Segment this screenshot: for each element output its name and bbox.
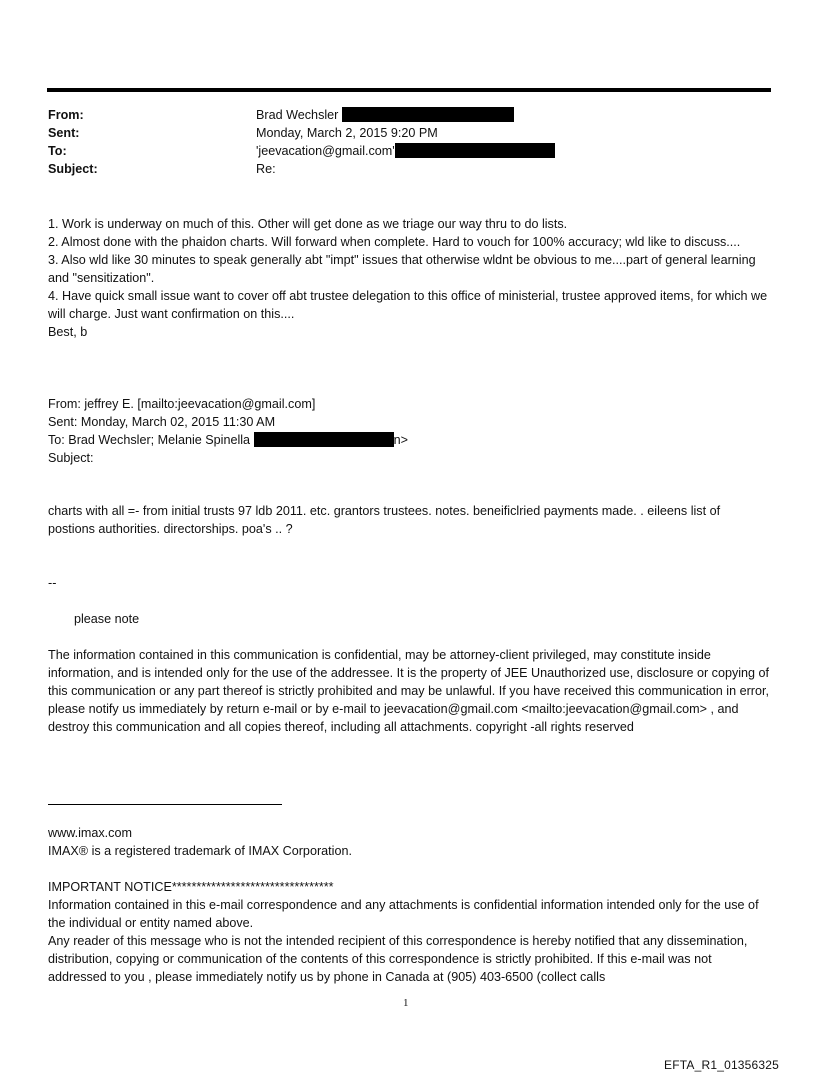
sent-row — [48, 124, 768, 142]
website-link[interactable]: www.imax.com — [48, 826, 132, 840]
reply-line: 3. Also wld like 30 minutes to speak generally abt "impt" issues that otherwise wldnt be obvious to me....part of general learning and "sensitization". — [48, 253, 756, 285]
fwd-to-suffix: n> — [393, 433, 408, 447]
sent-label: Sent: — [48, 126, 80, 140]
notice-paragraph: Any reader of this message who is not the intended recipient of this correspondence is hereby notified that any dissemination, distribution, copying or communication of the contents of this correspondence is strictly prohibited. If this e-mail was not addressed to you , please immediately notify us by phone in Canada at (905) 403-6500 (collect calls — [48, 934, 748, 984]
page-number: 1 — [403, 997, 409, 1009]
redaction-box — [254, 432, 394, 447]
to-label: To: — [48, 144, 67, 158]
signature-dashes: -- — [48, 576, 57, 590]
from-row — [48, 106, 768, 124]
fwd-sent: Sent: Monday, March 02, 2015 11:30 AM — [48, 415, 276, 429]
fwd-to-prefix: To: Brad Wechsler; Melanie Spinella — [48, 433, 251, 447]
sent-value: Monday, March 2, 2015 9:20 PM — [256, 126, 438, 140]
from-name: Brad Wechsler — [256, 108, 339, 122]
subject-label: Subject: — [48, 162, 98, 176]
to-value — [256, 142, 768, 160]
fwd-to — [48, 431, 770, 449]
to-address: 'jeevacation@gmail.com' — [256, 144, 395, 158]
redaction-box — [395, 143, 555, 158]
notice-title: IMPORTANT NOTICE********************************* — [48, 880, 334, 894]
subject-value: Re: — [256, 162, 276, 176]
imax-footer — [48, 824, 770, 860]
fwd-from: From: jeffrey E. [mailto:jeevacation@gmail.com] — [48, 397, 316, 411]
disclaimer-text: The information contained in this communication is confidential, may be attorney-client privileged, may constitute inside information, and is intended only for the use of the addressee. It is the property of JEE Unauthorized use, disclosure or copying of this communication or any part thereof is strictly prohibited and may be unlawful. If you have received this communication in error, please notify us immediately by return e-mail or by e-mail to jeevacation@gmail.com <mailto:jeevacation@gmail.com> , and destroy this communication and all copies thereof, including all attachments. copyright -all rights reserved — [48, 648, 770, 734]
fwd-body-text: charts with all =- from initial trusts 97 ldb 2011. etc. grantors trustees. notes. beneificlried payments made. . eileens list of postions authorities. directorships. poa's .. ? — [48, 504, 721, 536]
subject-row — [48, 160, 768, 178]
separator-rule — [48, 804, 282, 805]
from-value — [256, 106, 768, 124]
please-note: please note — [74, 612, 140, 626]
forwarded-body — [48, 502, 770, 538]
important-notice — [48, 878, 770, 986]
fwd-subject: Subject: — [48, 451, 94, 465]
reply-line: 1. Work is underway on much of this. Other will get done as we triage our way thru to do lists. — [48, 217, 568, 231]
reply-line: 2. Almost done with the phaidon charts. Will forward when complete. Hard to vouch for 100% accuracy; wld like to discuss.... — [48, 235, 741, 249]
email-header — [48, 106, 768, 178]
forwarded-header — [48, 395, 770, 467]
trademark-text: IMAX® is a registered trademark of IMAX Corporation. — [48, 844, 352, 858]
from-label: From: — [48, 108, 84, 122]
reply-signoff: Best, b — [48, 325, 88, 339]
to-row — [48, 142, 768, 160]
notice-paragraph: Information contained in this e-mail correspondence and any attachments is confidential information intended only for the use of the individual or entity named above. — [48, 898, 759, 930]
top-rule — [47, 88, 771, 92]
bates-number: EFTA_R1_01356325 — [664, 1058, 780, 1072]
disclaimer — [48, 646, 770, 736]
reply-body — [48, 215, 770, 341]
redaction-box — [342, 107, 514, 122]
reply-line: 4. Have quick small issue want to cover off abt trustee delegation to this office of ministerial, trustee approved items, for which we will charge. Just want confirmation on this.... — [48, 289, 768, 321]
